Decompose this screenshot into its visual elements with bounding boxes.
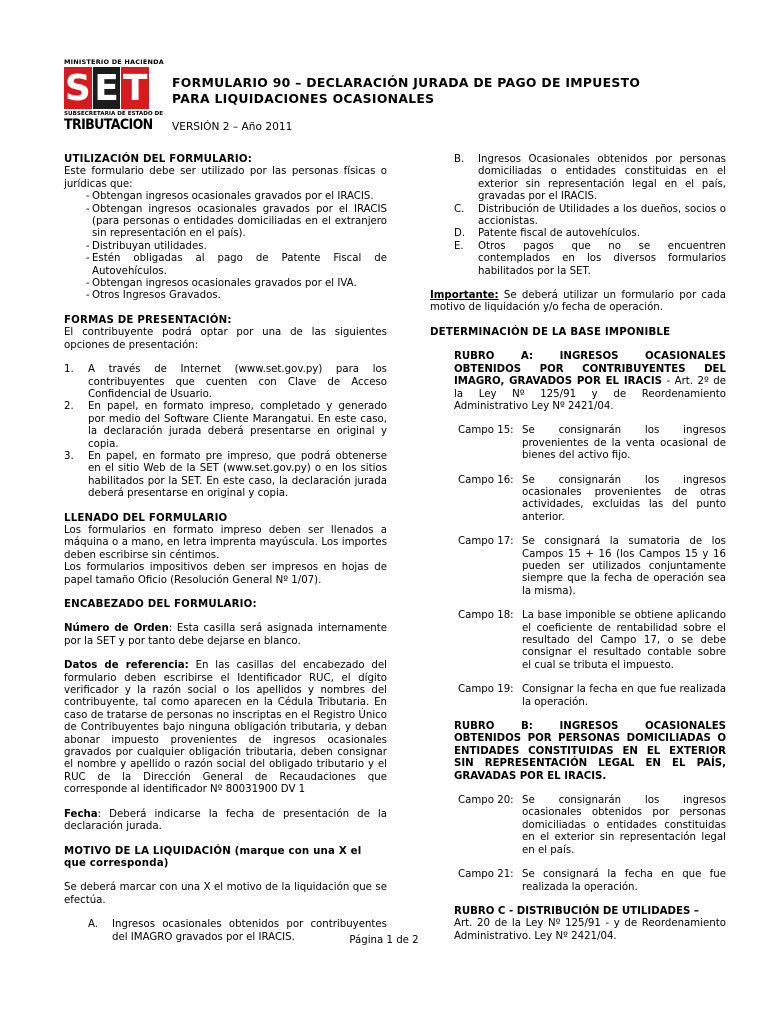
version-text: VERSIÓN 2 – Año 2011 (172, 121, 293, 133)
list-item: D. Patente fiscal de autovehículos. (454, 228, 640, 240)
logo-letter-t: T (122, 68, 148, 109)
list-item: C. Distribución de Utilidades a los dueños, socios o accionistas. (454, 203, 726, 228)
campo-17: Campo 17: Se consignará la sumatoria de los Campos 15 + 16 (los Campos 15 y 16 pueden ser utilizados conjuntamente siempre que la fecha de operación sea la misma). (458, 536, 726, 597)
numero-orden-paragraph: Número de Orden: Esta casilla será asignada internamente por la SET y por tanto debe dejarse en blanco. (64, 623, 387, 647)
section-heading-motivo: MOTIVO DE LA LIQUIDACIÓN (marque con una X el que corresponda) (64, 845, 362, 869)
llenado-paragraph-1: Los formularios en formato impreso deben ser llenados a máquina o a mano, en letra imprenta mayúscula. Los importes deben escribirse sin céntimos. (64, 524, 387, 561)
section-heading-formas: FORMAS DE PRESENTACIÓN: (64, 314, 232, 326)
list-item: A. Ingresos ocasionales obtenidos por contribuyentes del IMAGRO gravados por el IRACIS. (88, 919, 387, 943)
right-column (430, 154, 726, 943)
list-item: - Obtengan ingresos ocasionales gravados por el IRACIS (para personas o entidades domiciliadas en el extranjero sin representación en el país). (86, 203, 387, 240)
section-heading-utilizacion: UTILIZACIÓN DEL FORMULARIO: (64, 154, 253, 165)
utilizacion-list (64, 191, 387, 303)
logo-letter-e: E (94, 68, 119, 109)
campo-18: Campo 18: La base imponible se obtiene aplicando el coeficiente de rentabilidad sobre el resultado del Campo 17, o se debe consignar el resultado contable sobre el cual se tributa el impuesto. (458, 610, 726, 671)
campo-21: Campo 21: Se consignará la fecha en que fue realizada la operación. (458, 869, 726, 893)
list-item: - Estén obligadas al pago de Patente Fiscal de Autovehículos. (86, 253, 387, 277)
rubro-b-heading: RUBRO B: INGRESOS OCASIONALES OBTENIDOS POR PERSONAS DOMICILIADAS O ENTIDADES CONSTITUIDAS EN EL EXTERIOR SIN REPRESENTACIÓN LEGAL EN EL PAÍS, GRAVADAS POR EL IRACIS. (454, 721, 726, 782)
logo-letter-s: S (64, 68, 91, 109)
campo-20: Campo 20: Se consignarán los ingresos ocasionales obtenidos por personas domiciliadas o entidades constituidas en el exterior sin representación legal en el país. (458, 795, 726, 856)
list-item: 3. En papel, en formato pre impreso, que podrá obtenerse en el sitio Web de la SET (www.set.gov.py) o en los sitios habilitados por la SET. En este caso, la declaración jurada deberá presentarse en original y copia. (64, 450, 387, 500)
campo-15: Campo 15: Se consignarán los ingresos provenientes de la venta ocasional de bienes del activo fijo. (458, 425, 726, 462)
logo-ministry-text: MINISTERIO DE HACIENDA (64, 58, 164, 66)
section-heading-base-imponible: DETERMINACIÓN DE LA BASE IMPONIBLE (430, 326, 671, 338)
logo-subtitle: SUBSECRETARIA DE ESTADO DE (64, 111, 164, 117)
fecha-paragraph: Fecha: Deberá indicarse la fecha de presentación de la declaración jurada. (64, 808, 387, 833)
list-item: - Otros Ingresos Gravados. (86, 290, 221, 302)
campo-16: Campo 16: Se consignarán los ingresos ocasionales provenientes de otras actividades, excluidas las del punto anterior. (458, 474, 726, 523)
list-item: - Obtengan ingresos ocasionales gravados por el IVA. (86, 278, 357, 290)
rubro-c-heading: RUBRO C - DISTRIBUCIÓN DE UTILIDADES – Art. 20 de la Ley Nº 125/91 - y de Reordenamiento Administrativo. Ley Nº 2421/04. (454, 905, 726, 942)
list-item: B. Ingresos Ocasionales obtenidos por personas domiciliadas o entidades constituidas en el exterior sin representación legal en el país, gravadas por el IRACIS. (454, 154, 726, 203)
list-item: 1. A través de Internet (www.set.gov.py) para los contribuyentes que cuenten con Clave de Acceso Confidencial de Usuario. (64, 364, 387, 400)
logo-letters (64, 67, 150, 109)
campo-19: Campo 19: Consignar la fecha en que fue realizada la operación. (458, 684, 726, 708)
list-item: - Distribuyan utilidades. (86, 240, 207, 252)
list-item: E. Otros pagos que no se encuentren contemplados en los diversos formularios habilitados por la SET. (454, 240, 726, 277)
utilizacion-intro: Este formulario debe ser utilizado por las personas físicas o jurídicas que: (64, 166, 387, 190)
rubro-a-heading: RUBRO A: INGRESOS OCASIONALES OBTENIDOS POR CONTRIBUYENTES DEL IMAGRO, GRAVADOS POR EL IRACIS - Art. 2º de la Ley Nº 125/91 y de Reordenamiento Administrativo Ley Nº 2421/04. (454, 351, 726, 412)
left-column (64, 154, 387, 944)
datos-referencia-paragraph: Datos de referencia: En las casillas del encabezado del formulario deben escribirse el Identificador RUC, el dígito verificador y la razón social o los apellidos y nombres del contribuyente, tal como aparecen en la Cédula Tributaria. En caso de tratarse de personas no inscriptas en el Registro Único de Contribuyentes bajo ninguna obligación tributaria, y deban abonar impuesto provenientes de ingresos ocasionales gravados por cualquier obligación tributaria, deben consignar el nombre y apellido o razón social del obligado tributario y el RUC de la Dirección General de Recaudaciones que corresponde al identificador Nº 80031900 DV 1 (64, 660, 387, 796)
motivo-intro: Se deberá marcar con una X el motivo de la liquidación que se efectúa. (64, 882, 387, 906)
importante-paragraph: Importante: Se deberá utilizar un formulario por cada motivo de liquidación y/o fecha de operación. (430, 290, 726, 314)
document-title (172, 75, 640, 107)
section-heading-encabezado: ENCABEZADO DEL FORMULARIO: (64, 599, 257, 610)
title-line-2: PARA LIQUIDACIONES OCASIONALES (172, 91, 435, 106)
section-heading-llenado: LLENADO DEL FORMULARIO (64, 512, 228, 524)
page-number: Página 1 de 2 (349, 935, 419, 946)
formas-intro: El contribuyente podrá optar por una de las siguientes opciones de presentación: (64, 327, 387, 351)
llenado-paragraph-2: Los formularios impositivos deben ser impresos en hojas de papel tamaño Oficio (Resolución General Nº 1/07). (64, 562, 387, 586)
list-item: 2. En papel, en formato impreso, completado y generado por medio del Software Cliente Marangatui. En este caso, la declaración jurada deberá presentarse en original y copia. (64, 401, 387, 450)
title-line-1: FORMULARIO 90 – DECLARACIÓN JURADA DE PAGO DE IMPUESTO (172, 75, 641, 90)
list-item: - Obtengan ingresos ocasionales gravados por el IRACIS. (86, 191, 374, 203)
logo-tributacion: TRIBUTACION (64, 117, 153, 133)
